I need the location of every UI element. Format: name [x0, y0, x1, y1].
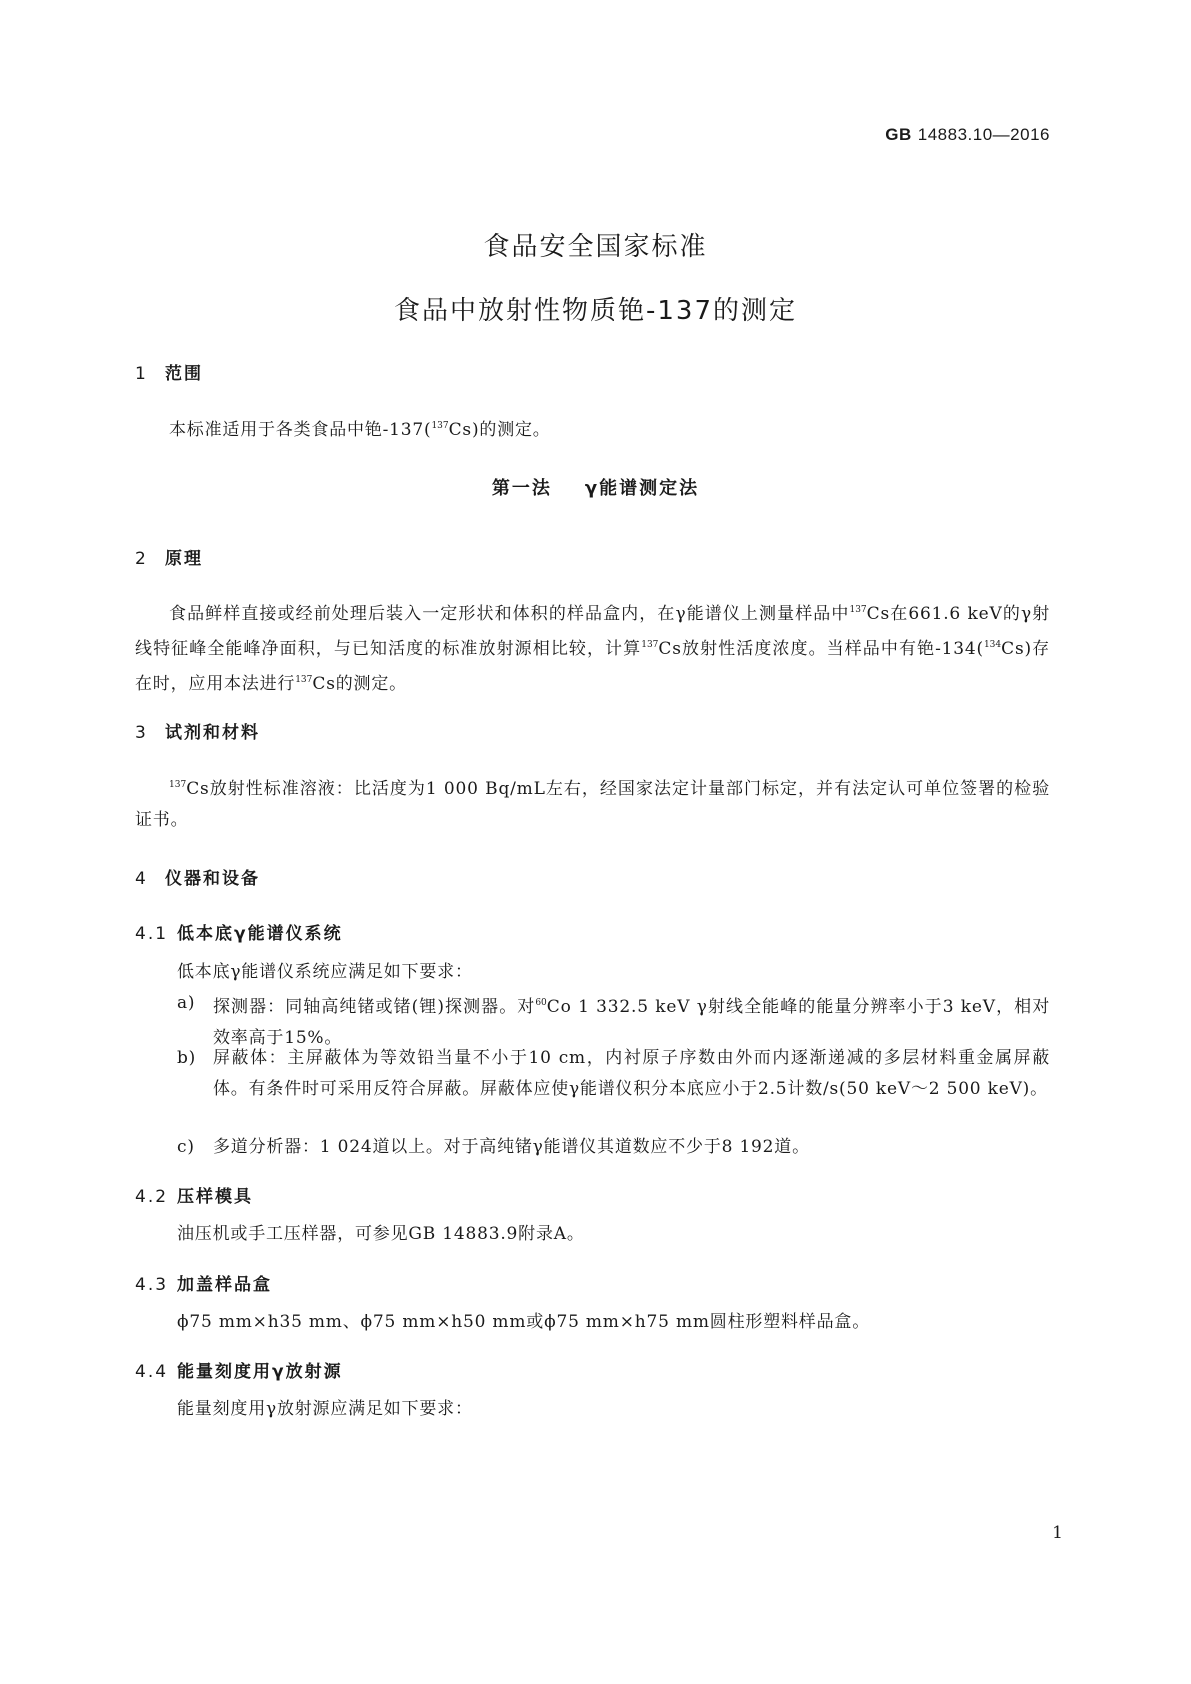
scope-paragraph: 本标准适用于各类食品中铯-137($^{137}$Cs)的测定。 [169, 420, 551, 440]
section-heading-reagents: 3 试剂和材料 [135, 723, 260, 743]
section-heading-principle: 2 原理 [135, 549, 203, 569]
subsection-4-4-text: 能量刻度用γ放射源应满足如下要求： [177, 1399, 473, 1419]
list-item-b: b) 屏蔽体：主屏蔽体为等效铅当量不小于10 cm，内衬原子序数由外而内逐渐递减的多层材料重金属屏蔽体。有条件时可采用反符合屏蔽。屏蔽体应使γ能谱仪积分本底应小于2.5计数/s(50 keV～2 500 keV)。 [177, 1048, 1050, 1099]
section-heading-instruments: 4 仪器和设备 [135, 869, 260, 889]
list-item-c: c) 多道分析器：1 024道以上。对于高纯锗γ能谱仪其道数应不少于8 192道。 [177, 1137, 810, 1157]
standard-code: GB 14883.10—2016 [885, 125, 1050, 144]
section-heading-scope: 1 范围 [135, 364, 203, 384]
principle-paragraph: 食品鲜样直接或经前处理后装入一定形状和体积的样品盒内，在γ能谱仪上测量样品中$^{137}$Cs在661.6 keV的γ射线特征峰全能峰净面积，与已知活度的标准放射源相比较，计算$^{137}$Cs放射性活度浓度。当样品中有铯-134($^{134}$Cs)存在时，应用本法进行$^{137}$Cs的测定。 [135, 604, 1050, 694]
subsection-heading-4-3: 4.3 加盖样品盒 [135, 1275, 272, 1295]
subsection-4-1-intro: 低本底γ能谱仪系统应满足如下要求： [177, 962, 473, 982]
document-title-line1: 食品安全国家标准 [483, 232, 708, 262]
subsection-heading-4-4: 4.4 能量刻度用γ放射源 [135, 1362, 343, 1382]
subsection-heading-4-2: 4.2 压样模具 [135, 1187, 253, 1207]
page-number: 1 [1052, 1523, 1063, 1543]
subsection-4-3-text: ϕ75 mm×h35 mm、ϕ75 mm×h50 mm或ϕ75 mm×h75 mm圆柱形塑料样品盒。 [177, 1312, 870, 1332]
list-item-a: a) 探测器：同轴高纯锗或锗(锂)探测器。对$^{60}$Co 1 332.5 keV γ射线全能峰的能量分辨率小于3 keV，相对效率高于15%。 [177, 993, 1050, 1048]
reagents-paragraph: $^{137}$Cs放射性标准溶液：比活度为1 000 Bq/mL左右，经国家法定计量部门标定，并有法定认可单位签署的检验证书。 [135, 779, 1050, 830]
document-title-line2: 食品中放射性物质铯-137的测定 [393, 296, 797, 326]
subsection-4-2-text: 油压机或手工压样器，可参见GB 14883.9附录A。 [177, 1224, 585, 1244]
method-heading: 第一法 γ能谱测定法 [491, 478, 700, 499]
subsection-heading-4-1: 4.1 低本底γ能谱仪系统 [135, 924, 343, 944]
